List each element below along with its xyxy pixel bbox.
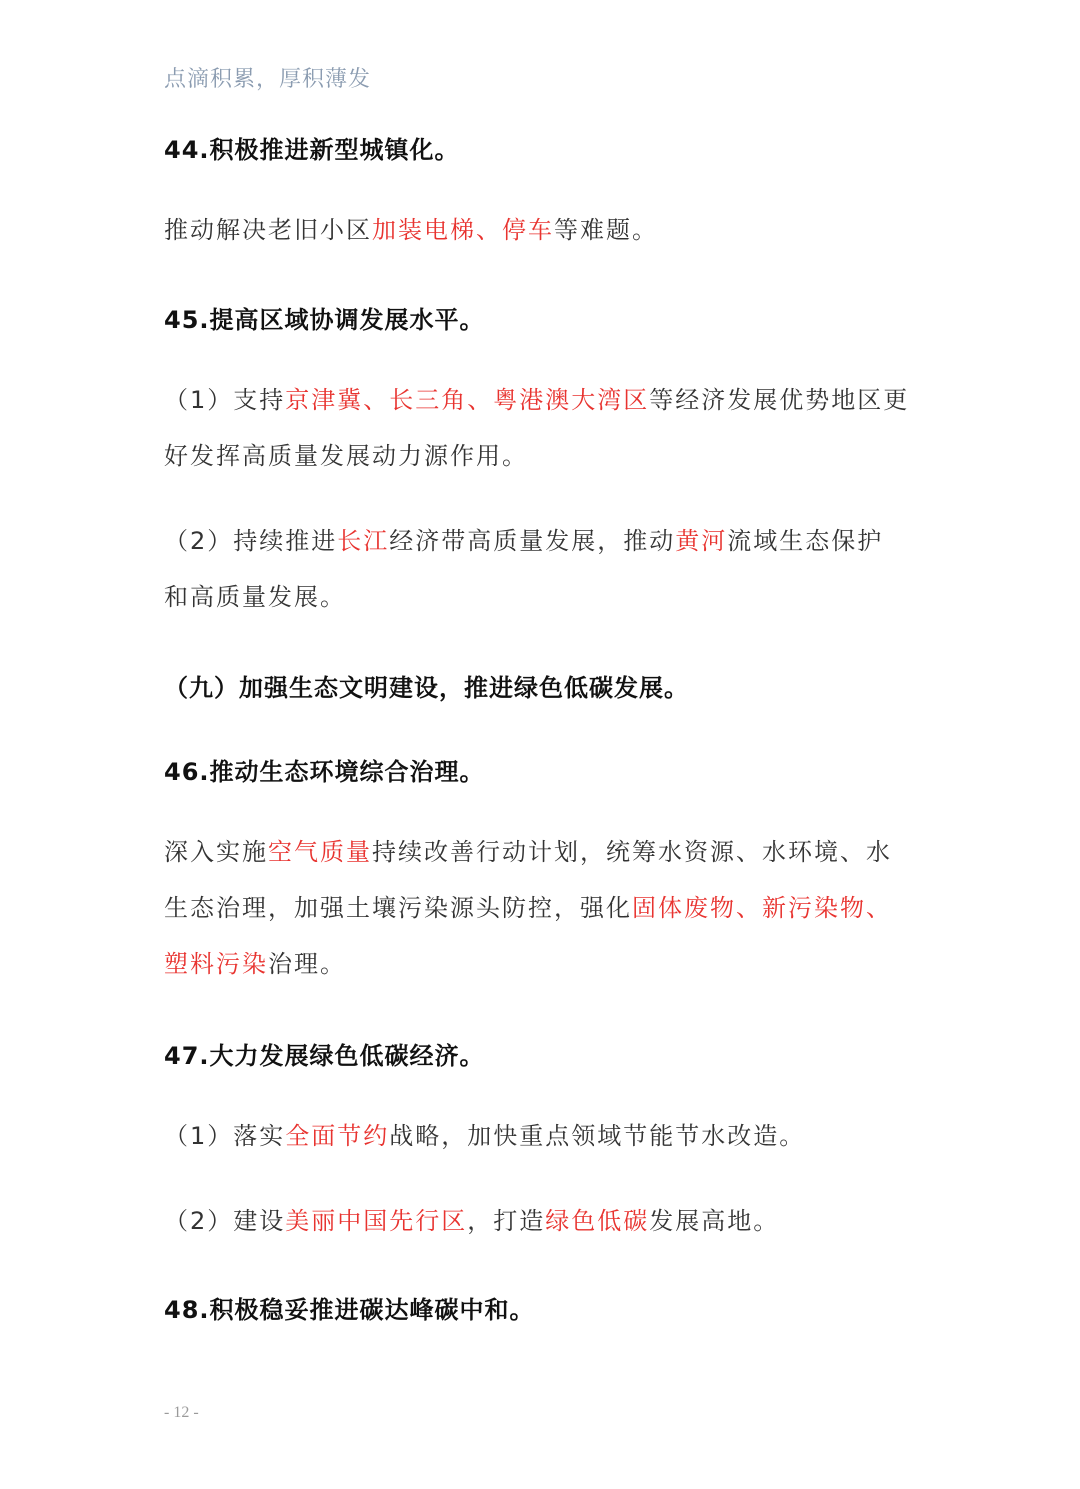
page-header: 点滴积累，厚积薄发 [164,67,372,92]
paragraph-45-2: （2）持续推进长江经济带高质量发展，推动黄河流域生态保护 和高质量发展。 [164,527,884,611]
highlight-text: 固体废物、新污染物、 [632,894,892,922]
paragraph-44: 推动解决老旧小区加装电梯、停车等难题。 [164,216,658,244]
heading-46: 46.推动生态环境综合治理。 [164,758,485,786]
heading-48: 48.积极稳妥推进碳达峰碳中和。 [164,1296,535,1324]
heading-47: 47.大力发展绿色低碳经济。 [164,1042,485,1070]
section-heading-9: （九）加强生态文明建设，推进绿色低碳发展。 [164,674,689,702]
highlight-text: 全面节约 [285,1122,390,1150]
paragraph-45-1: （1）支持京津冀、长三角、粤港澳大湾区等经济发展优势地区更 好发挥高质量发展动力源作用。 [164,386,910,470]
highlight-text: 美丽中国先行区 [285,1207,468,1235]
paragraph-46: 深入实施空气质量持续改善行动计划，统筹水资源、水环境、水 生态治理，加强土壤污染源头防控，强化固体废物、新污染物、 塑料污染治理。 [164,838,892,978]
highlight-text: 京津冀、长三角、粤港澳大湾区 [285,386,650,414]
highlight-text: 塑料污染 [164,950,268,978]
highlight-text: 长江 [337,527,390,555]
paragraph-47-2: （2）建设美丽中国先行区，打造绿色低碳发展高地。 [164,1207,780,1235]
highlight-text: 空气质量 [268,838,372,866]
paragraph-47-1: （1）落实全面节约战略，加快重点领域节能节水改造。 [164,1122,806,1150]
highlight-text: 绿色低碳 [545,1207,650,1235]
page-number: - 12 - [164,1404,199,1421]
highlight-text: 加装电梯、停车 [372,216,554,244]
highlight-text: 黄河 [675,527,728,555]
heading-44: 44.积极推进新型城镇化。 [164,136,460,164]
heading-45: 45.提高区域协调发展水平。 [164,306,485,334]
